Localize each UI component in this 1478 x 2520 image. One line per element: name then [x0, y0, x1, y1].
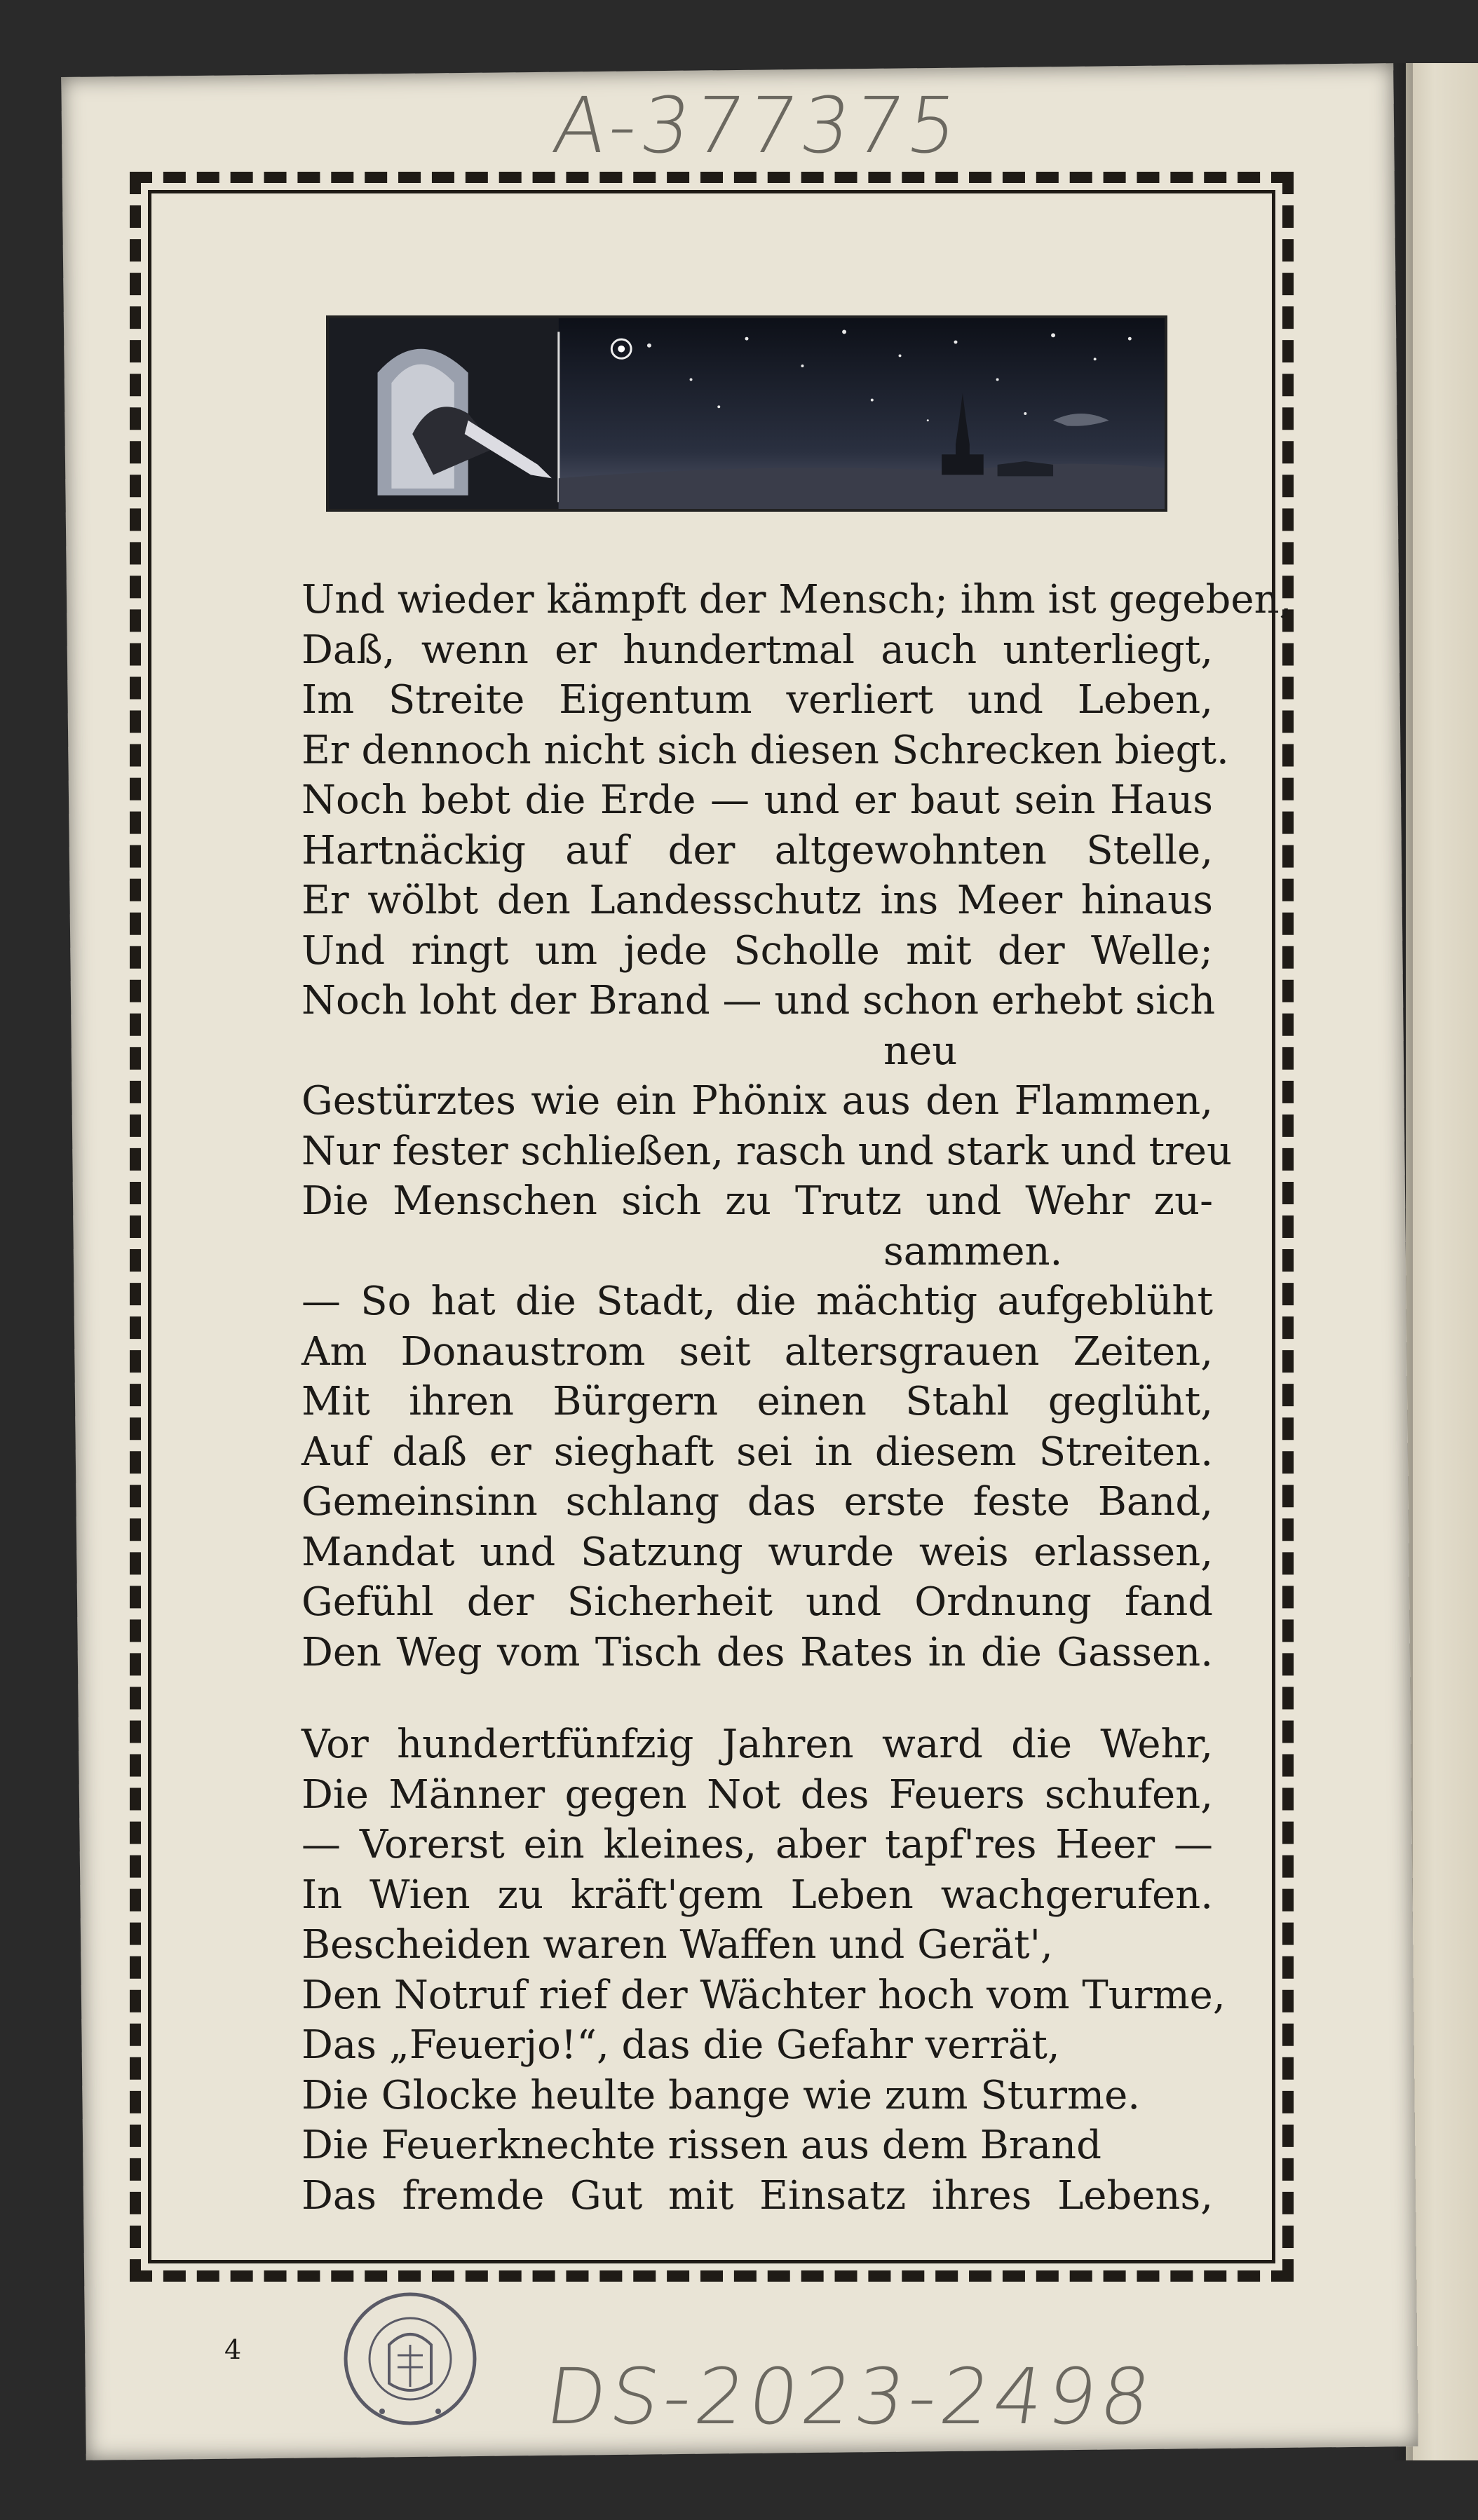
poem-line: — Vorerst ein kleines, aber tapf'res Heer —	[301, 1822, 1213, 1867]
poem-line: Auf daß er sieghaft sei in diesem Streiten.	[301, 1429, 1213, 1475]
poem-line: Am Donaustrom seit altersgrauen Zeiten,	[301, 1328, 1213, 1375]
poem-line: Noch loht der Brand — und schon erhebt sich	[301, 978, 1216, 1023]
poem-line: Er wölbt den Landesschutz ins Meer hinaus	[301, 878, 1213, 923]
page-number: 4	[224, 2334, 242, 2365]
poem	[301, 575, 1292, 2221]
facing-page-edge	[1406, 63, 1478, 2460]
poem-line: Den Weg vom Tisch des Rates in die Gassen.	[301, 1629, 1213, 1675]
poem-line: Mit ihren Bürgern einen Stahl geglüht,	[301, 1379, 1213, 1424]
library-stamp-icon	[340, 2289, 480, 2429]
poem-line: Noch bebt die Erde — und er baut sein Haus	[301, 777, 1213, 823]
poem-line: Nur fester schließen, rasch und stark und treu	[301, 1128, 1233, 1174]
stanza-gap	[301, 1677, 1213, 1719]
poem-line: Im Streite Eigentum verliert und Leben,	[301, 677, 1213, 723]
poem-line: Die Menschen sich zu Trutz und Wehr zu-	[301, 1178, 1213, 1224]
poem-line: Mandat und Satzung wurde weis erlassen,	[301, 1529, 1213, 1575]
poem-line: Gefühl der Sicherheit und Ordnung fand	[301, 1579, 1213, 1625]
poem-line: Hartnäckig auf der altgewohnten Stelle,	[301, 827, 1213, 873]
poem-line: Vor hundertfünfzig Jahren ward die Wehr,	[301, 1722, 1213, 1767]
poem-line: Den Notruf rief der Wächter hoch vom Turme,	[301, 1972, 1226, 2018]
header-illustration	[326, 315, 1167, 512]
poem-line: Das fremde Gut mit Einsatz ihres Lebens,	[301, 2172, 1213, 2219]
inventory-number: A-377375	[548, 81, 968, 170]
poem-line-continuation: sammen.	[883, 1228, 1063, 1274]
poem-line: Die Glocke heulte bange wie zum Sturme.	[301, 2072, 1141, 2118]
poem-line: — So hat die Stadt, die mächtig aufgeblüht	[301, 1279, 1213, 1324]
poem-line: Und wieder kämpft der Mensch; ihm ist gegeben,	[301, 577, 1292, 622]
poem-line: Gestürztes wie ein Phönix aus den Flammen,	[301, 1078, 1213, 1124]
poem-line: Die Männer gegen Not des Feuers schufen,	[301, 1771, 1213, 1818]
poem-line: Bescheiden waren Waffen und Gerät',	[301, 1922, 1053, 1968]
poem-line: Daß, wenn er hundertmal auch unterliegt,	[301, 627, 1213, 673]
poem-line: Das „Feuerjo!“, das die Gefahr verrät,	[301, 2022, 1060, 2068]
poem-line: Die Feuerknechte rissen aus dem Brand	[301, 2123, 1101, 2168]
night-city-trumpeter-icon	[329, 318, 1165, 509]
poem-line: Und ringt um jede Scholle mit der Welle;	[301, 927, 1213, 974]
poem-line-continuation: neu	[883, 1028, 958, 1074]
poem-line: Gemeinsinn schlang das erste feste Band,	[301, 1479, 1213, 1525]
poem-line: In Wien zu kräft'gem Leben wachgerufen.	[301, 1872, 1213, 1918]
poem-line: Er dennoch nicht sich diesen Schrecken biegt.	[301, 727, 1229, 773]
archive-number: DS-2023-2498	[541, 2352, 1160, 2441]
